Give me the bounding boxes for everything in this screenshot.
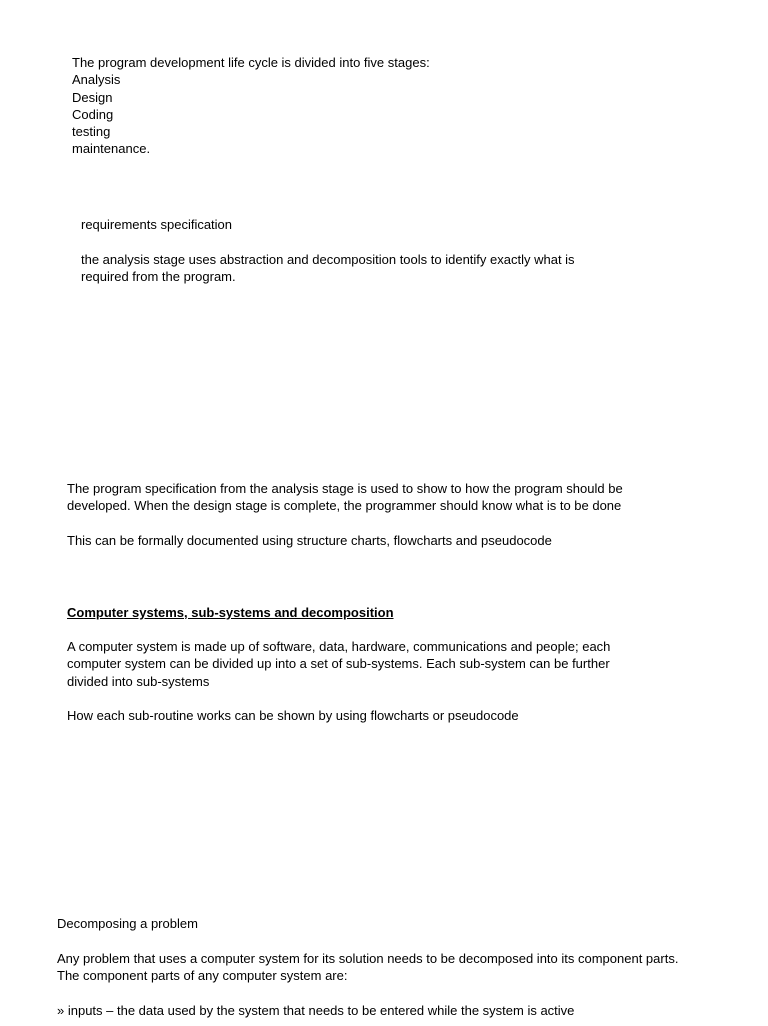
inputs-bullet bbox=[57, 1002, 574, 1026]
decomposing-line-1: Any problem that uses a computer system for its solution needs to be decomposed into its component parts. bbox=[57, 951, 679, 966]
life-cycle-section bbox=[72, 54, 430, 158]
decomposing-heading: Decomposing a problem bbox=[57, 916, 198, 931]
computer-systems-line-3: divided into sub-systems bbox=[67, 673, 210, 689]
inputs-bullet-text: » inputs – the data used by the system that needs to be entered while the system is active bbox=[57, 1003, 575, 1018]
design-paragraph bbox=[67, 480, 623, 515]
decomposing-paragraph bbox=[57, 950, 678, 985]
stage-testing: testing bbox=[72, 124, 111, 140]
design-line-1: The program specification from the analysis stage is used to show to how the program should be bbox=[67, 481, 623, 496]
computer-systems-line-2: computer system can be divided up into a set of sub-systems. Each sub-system can be further bbox=[67, 656, 610, 672]
stage-analysis: Analysis bbox=[72, 72, 121, 88]
computer-systems-heading: Computer systems, sub-systems and decomposition bbox=[67, 605, 394, 620]
decomposing-line-2: The component parts of any computer system are: bbox=[57, 968, 348, 984]
analysis-line-2: required from the program. bbox=[81, 269, 236, 285]
design-note: This can be formally documented using structure charts, flowcharts and pseudocode bbox=[67, 533, 552, 548]
computer-systems-line-1: A computer system is made up of software, data, hardware, communications and people; each bbox=[67, 639, 611, 654]
life-cycle-intro: The program development life cycle is divided into five stages: bbox=[72, 55, 430, 70]
analysis-line-1: the analysis stage uses abstraction and decomposition tools to identify exactly what is bbox=[81, 252, 575, 267]
analysis-paragraph bbox=[81, 251, 575, 286]
design-line-2: developed. When the design stage is complete, the programmer should know what is to be done bbox=[67, 498, 622, 514]
computer-systems-paragraph bbox=[67, 638, 610, 690]
stage-maintenance: maintenance. bbox=[72, 141, 151, 157]
requirements-heading: requirements specification bbox=[81, 217, 233, 232]
sub-routine-note: How each sub-routine works can be shown by using flowcharts or pseudocode bbox=[67, 708, 519, 723]
stage-coding: Coding bbox=[72, 106, 114, 122]
stage-design: Design bbox=[72, 89, 113, 105]
